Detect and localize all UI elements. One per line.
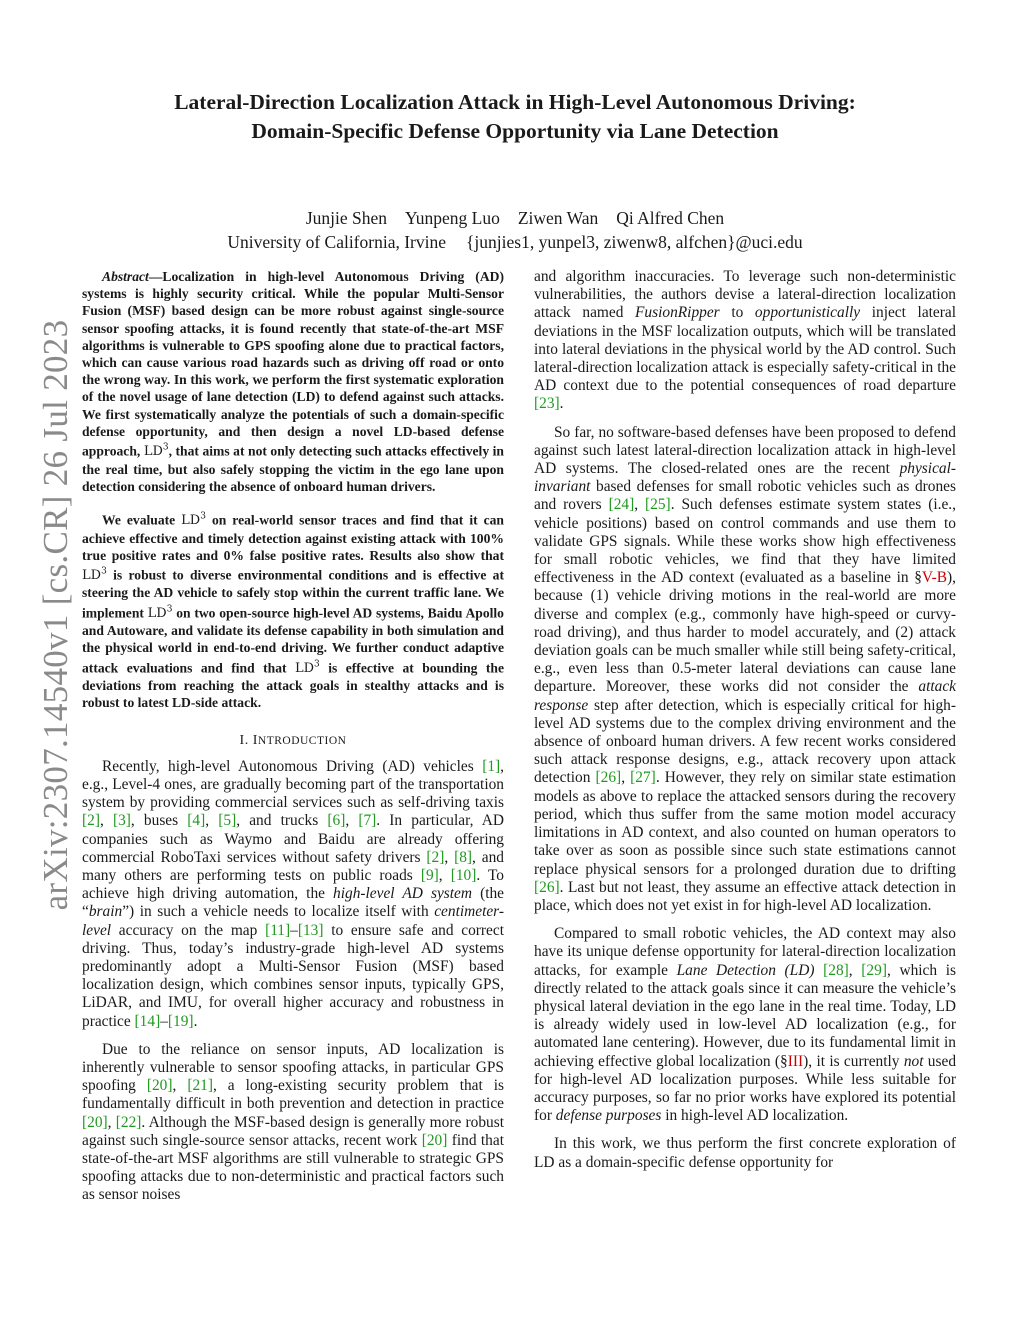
citation-link[interactable]: [2] xyxy=(82,812,100,830)
author-name: Ziwen Wan xyxy=(517,208,599,228)
author-block xyxy=(100,206,930,254)
abstract-text: We evaluate xyxy=(102,512,182,528)
intro-paragraph-2-continued: and algorithm inaccuracies. To leverage such non-deterministic vulnerabilities, the authors devise a lateral-direction localization attack named FusionRipper to opportunistically inject lateral deviations in the MSF localization outputs, which will be translated into lateral deviations in the physical world by the AD control. Such lateral-direction localization attack is especially safety-critical in the AD context due to the potential consequences of road departure [23]. xyxy=(534,268,956,413)
title-line-1: Lateral-Direction Localization Attack in High-Level Autonomous Driving: xyxy=(174,90,856,114)
intro-paragraph-3: So far, no software-based defenses have been proposed to defend against such latest lateral-direction localization attack in high-level AD systems. The closed-related ones are the recent physical-invariant based defenses for small robotic vehicles such as drones and rovers [24], [25]. Such defenses estimate system states (i.e., vehicle positions) based on control commands and use them to validate GPS signals. While these works show high effectiveness for small robotic vehicles, we find that they have limited effectiveness in the AD context (evaluated as a baseline in §V-B), because (1) vehicle driving motions in the real-world are more diverse and complex (e.g., commonly have high-speed or curvy-road driving), and thus harder to model accurately, and (2) attack deviation goals can be much smaller while still being safety-critical, e.g., even less than 0.5-meter lateral deviations can cause lane departure. Moreover, these works did not consider the attack response step after detection, which is especially critical for high-level AD systems due to the complex driving environment and the absence of onboard human drivers. A few recent works considered such attack response designs, e.g., attack recovery upon attack detection [26], [27]. However, they rely on similar state estimation models as above to replace the attacked sensors during the recovery period, which thus suffer from the same motion model accuracy limitations in AD context, and also counted on human operators to take over as soon as possible since such state estimations cannot replace physical sensors for a prolonged duration due to drifting [26]. Last but not least, they assume an effective attack detection in place, which does not yet exist in for high-level AD localization. xyxy=(534,423,956,914)
section-ref-link[interactable]: V-B xyxy=(921,569,948,587)
author-name: Qi Alfred Chen xyxy=(616,208,725,228)
title-line-2: Domain-Specific Defense Opportunity via Lane Detection xyxy=(251,119,779,143)
intro-paragraph-4: Compared to small robotic vehicles, the AD context may also have its unique defense opportunity for lateral-direction localization attacks, for example Lane Detection (LD) [28], [29], which is directly related to the attack goals since it can measure the vehicle’s physical lateral deviation in the ego lane in the real time. Today, LD is already widely used in low-level AD localization (e.g., for automated lane centering). However, due to its fundamental limit in achieving effective global localization (§III), it is currently not used for high-level AD localization purposes. While less suitable for accuracy purposes, so far no prior works have explored its potential for defense purposes in high-level AD localization. xyxy=(534,925,957,1125)
intro-paragraph-1: Recently, high-level Autonomous Driving (AD) vehicles [1], e.g., Level-4 ones, are gradually becoming part of the transportation system by providing commercial services such as self-driving taxis [2], [3], buses [4], [5], and trucks [6], [7]. In particular, AD companies such as Waymo and Baidu are already offering commercial RoboTaxi services without safety drivers [2], [8], and many others are performing tests on public roads [9], [10]. To achieve high driving automation, the high-level AD system (the “brain”) in such a vehicle needs to localize itself with centimeter-level accuracy on the map [11]–[13] to ensure safe and correct driving. Thus, today’s industry-grade high-level AD systems predominantly adopt a Multi-Sensor Fusion (MSF) based localization design, which combines sensor inputs, typically GPS, LiDAR, and IMU, for overall higher accuracy and robustness in practice [14]–[19]. xyxy=(82,757,505,1030)
abstract-text: is effective at bounding the deviations from reaching the attack goals in stealthy attacks and is robust to latest LD-side attack. xyxy=(82,659,504,711)
ld3-symbol: $LD^3$ xyxy=(143,443,169,460)
citation-link[interactable]: [13] xyxy=(297,921,324,939)
citation-link[interactable]: [25] xyxy=(645,496,671,514)
citation-link[interactable]: [26] xyxy=(595,769,622,787)
intro-paragraph-5: In this work, we thus perform the first concrete exploration of LD as a domain-specific defense opportunity for xyxy=(534,1135,956,1171)
author-names xyxy=(100,206,930,230)
arxiv-stamp: arXiv:2307.14540v1 [cs.CR] 26 Jul 2023 xyxy=(36,319,75,911)
citation-link[interactable]: [28] xyxy=(823,961,849,979)
citation-link[interactable]: [22] xyxy=(115,1113,142,1131)
citation-link[interactable]: [26] xyxy=(534,878,560,896)
citation-link[interactable]: [3] xyxy=(112,812,131,830)
citation-link[interactable]: [2] xyxy=(426,848,445,866)
citation-link[interactable]: [4] xyxy=(187,812,206,830)
abstract-label: Abstract xyxy=(102,269,149,284)
ld3-symbol: $LD^3$ xyxy=(82,566,107,584)
citation-link[interactable]: [21] xyxy=(187,1077,213,1095)
abstract-text: —Localization in high-level Autonomous Driving (AD) systems is highly security critical. While the popular Multi-Sensor Fusion (MSF) based design can be more robust against single-source sensor spoofing attacks, it is found recently that state-of-the-art MSF algorithms is vulnerable to GPS spoofing alone due to practical factors, which can cause various road hazards such as driving off road or onto the wrong way. In this work, we perform the first systematic exploration of the novel usage of lane detection (LD) to defend against such attacks. We first systematically analyze the potentials of such a domain-specific defense opportunity, and then design a novel LD-based defense approach, xyxy=(82,269,504,459)
abstract-text: is robust to diverse environmental conditions and is effective at steering the AD vehicle to safely stop within the current traffic lane. We implement xyxy=(82,567,504,620)
citation-link[interactable]: [29] xyxy=(861,961,887,979)
affiliation-line xyxy=(100,230,930,254)
ld3-symbol: $LD^3$ xyxy=(294,659,320,676)
author-name: Junjie Shen xyxy=(305,208,388,228)
citation-link[interactable]: [8] xyxy=(454,848,473,866)
citation-link[interactable]: [14] xyxy=(134,1012,161,1030)
abstract-paragraph-1 xyxy=(82,268,504,495)
citation-link[interactable]: [20] xyxy=(82,1113,108,1131)
abstract-text: , that aims at not only detecting such attacks effectively in the real time, but also safely stopping the victim in the ego lane upon detection considering the absence of onboard human drivers. xyxy=(82,443,504,494)
intro-paragraph-2: Due to the reliance on sensor inputs, AD localization is inherently vulnerable to sensor spoofing attacks, in particular GPS spoofing [20], [21], a long-existing security problem that is fundamentally difficult in both prevention and detection in practice [20], [22]. Although the MSF-based design is generally more robust against such single-source sensor attacks, recent work [20] find that state-of-the-art MSF algorithms are still vulnerable to strategic GPS spoofing attacks due to non-deterministic and practical factors such as sensor noises xyxy=(82,1040,504,1204)
citation-link[interactable]: [27] xyxy=(630,769,656,787)
citation-link[interactable]: [11] xyxy=(265,921,291,939)
paper-title xyxy=(100,88,930,146)
section-heading-introduction: I. INTRODUCTION xyxy=(239,732,347,748)
citation-link[interactable]: [20] xyxy=(146,1077,173,1095)
left-column xyxy=(82,268,504,1215)
ld3-symbol: $LD^3$ xyxy=(147,604,173,621)
citation-link[interactable]: [7] xyxy=(358,812,377,830)
section-ref-link[interactable]: III xyxy=(787,1052,804,1070)
citation-link[interactable]: [1] xyxy=(482,757,501,775)
abstract-text: on real-world sensor traces and find that it can achieve effective and timely detection against existing attack with 100% true positive rates and 0% false positive rates. Results also show that xyxy=(82,512,504,563)
ld3-symbol: $LD^3$ xyxy=(181,511,206,529)
affiliation: University of California, Irvine xyxy=(227,232,447,252)
abstract-paragraph-2 xyxy=(82,509,504,712)
citation-link[interactable]: [10] xyxy=(450,866,477,884)
citation-link[interactable]: [24] xyxy=(608,496,635,514)
abstract-text: on two open-source high-level AD systems, Baidu Apollo and Autoware, and validate its defense capability in both simulation and the physical world in end-to-end driving. We further conduct adaptive attack evaluations and find that xyxy=(82,604,504,675)
author-emails: {junjies1, yunpel3, ziwenw8, alfchen}@uci.edu xyxy=(466,232,803,252)
citation-link[interactable]: [19] xyxy=(167,1012,194,1030)
citation-link[interactable]: [5] xyxy=(218,812,237,830)
citation-link[interactable]: [6] xyxy=(327,812,346,830)
citation-link[interactable]: [9] xyxy=(420,866,439,884)
author-name: Yunpeng Luo xyxy=(405,208,500,228)
right-column xyxy=(534,268,956,1182)
citation-link[interactable]: [20] xyxy=(421,1131,448,1149)
citation-link[interactable]: [23] xyxy=(534,395,560,413)
